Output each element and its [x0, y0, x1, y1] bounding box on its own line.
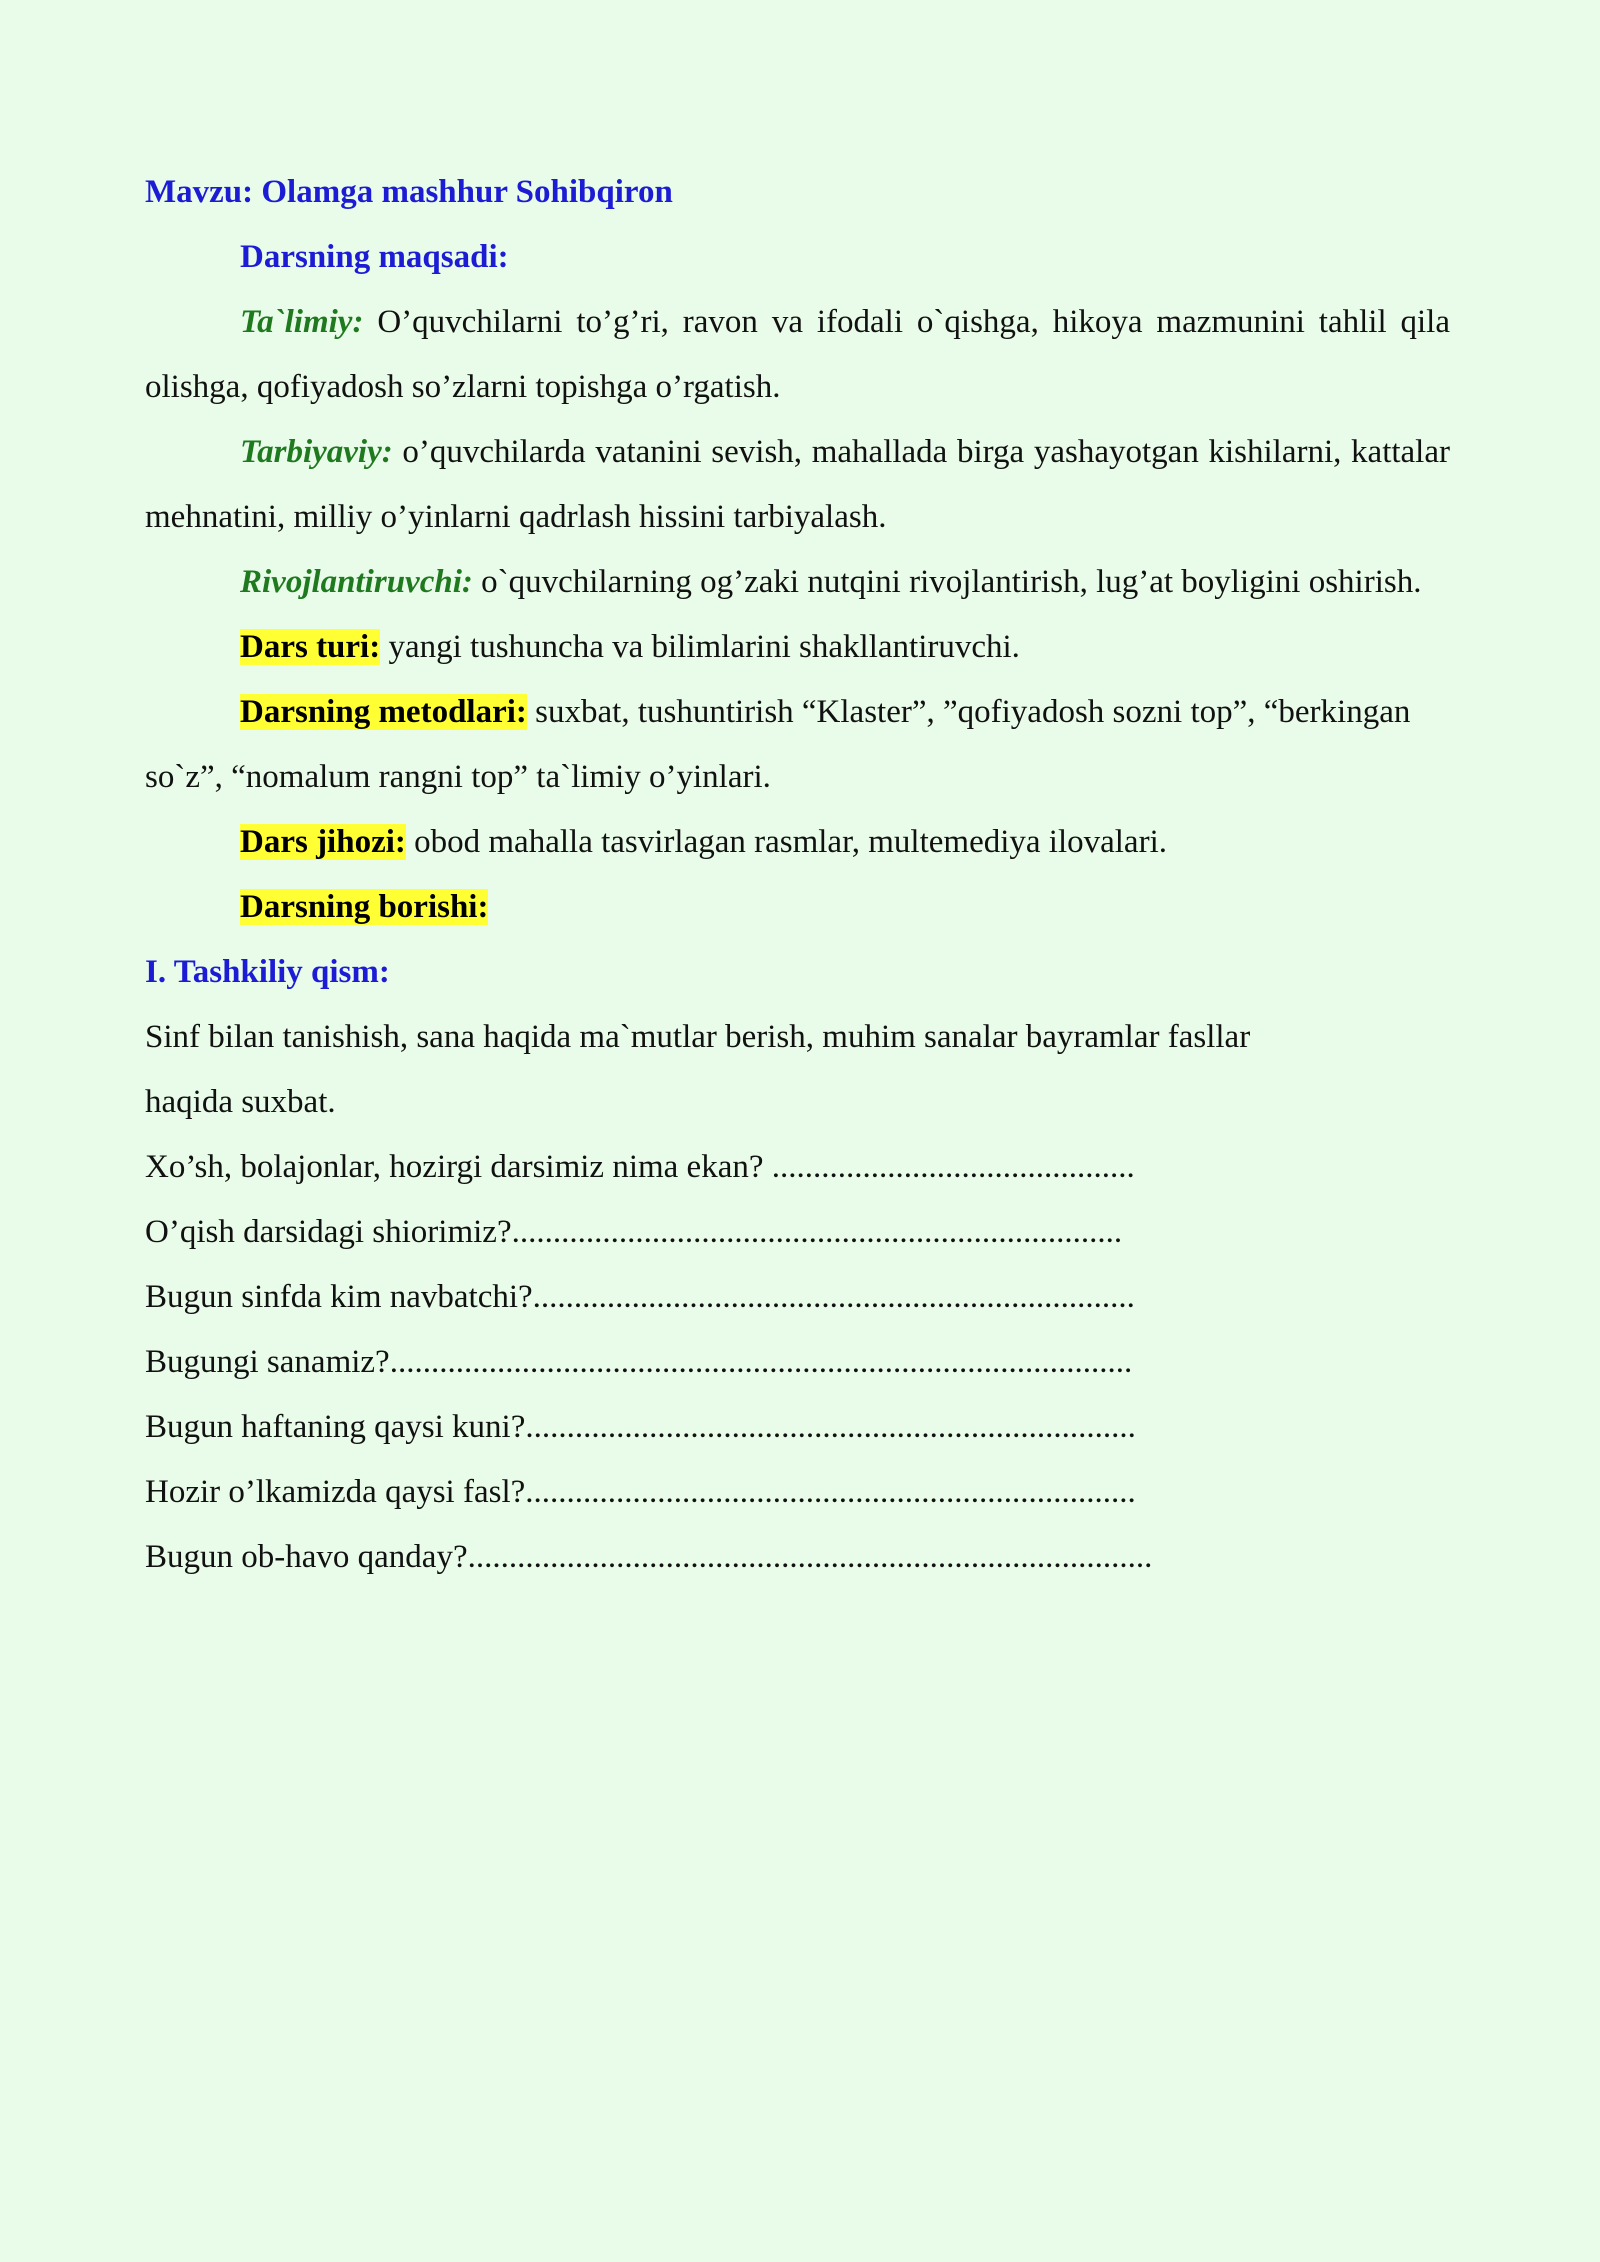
goal-text: o`quvchilarning og’zaki nutqini rivojlantirish, lug’at boyligini oshirish.	[472, 564, 1422, 600]
goal-tarbiyaviy	[145, 420, 1450, 550]
borishi-heading: Darsning borishi:	[240, 889, 489, 925]
dars-turi-label: Dars turi:	[240, 629, 381, 665]
goal-label: Tarbiyaviy:	[240, 434, 393, 470]
goal-label: Rivojlantiruvchi:	[240, 564, 473, 600]
question-line: Bugun ob-havo qanday?...................................................................................	[145, 1539, 1153, 1575]
section1-intro-line-1: Sinf bilan tanishish, sana haqida ma`mutlar berish, muhim sanalar bayramlar fasllar	[145, 1019, 1251, 1055]
document-title: Mavzu: Olamga mashhur Sohibqiron	[145, 174, 673, 210]
dars-jihozi	[145, 810, 1450, 875]
jihozi-label: Dars jihozi:	[240, 824, 406, 860]
goals-heading: Darsning maqsadi:	[240, 239, 509, 275]
section1-heading: I. Tashkiliy qism:	[145, 954, 390, 990]
goal-text: O’quvchilarni to’g’ri, ravon va ifodali o`qishga, hikoya mazmunini tahlil qila olishga, qofiyadosh so’zlarni topishga o’rgatish.	[145, 304, 1450, 405]
question-line: Bugungi sanamiz?..........................................................................................	[145, 1344, 1133, 1380]
question-line: Xo’sh, bolajonlar, hozirgi darsimiz nima ekan? ............................................	[145, 1149, 1135, 1185]
question-line: Bugun haftaning qaysi kuni?..........................................................................	[145, 1409, 1136, 1445]
question-line: Bugun sinfda kim navbatchi?.........................................................................	[145, 1279, 1135, 1315]
dars-turi-text: yangi tushuncha va bilimlarini shakllantiruvchi.	[380, 629, 1020, 665]
goal-label: Ta`limiy:	[240, 304, 364, 340]
metodlar-text: suxbat, tushuntirish “Klaster”, ”qofiyadosh sozni top”, “berkingan so`z”, “nomalum rangni top” ta`limiy o’yinlari.	[145, 694, 1411, 795]
question-line: O’qish darsidagi shiorimiz?..........................................................................	[145, 1214, 1123, 1250]
document-page	[145, 160, 1450, 1590]
goal-text: o’quvchilarda vatanini sevish, mahallada birga yashayotgan kishilarni, kattalar mehnatini, milliy o’yinlarni qadrlash hissini tarbiyalash.	[145, 434, 1450, 535]
jihozi-text: obod mahalla tasvirlagan rasmlar, multemediya ilovalari.	[405, 824, 1167, 860]
section1-intro-line-2: haqida suxbat.	[145, 1084, 336, 1120]
dars-turi	[145, 615, 1450, 680]
question-line: Hozir o’lkamizda qaysi fasl?..........................................................................	[145, 1474, 1136, 1510]
goal-talimiy	[145, 290, 1450, 420]
goal-rivojlantiruvchi	[145, 550, 1450, 615]
borishi-heading-line	[145, 875, 1450, 940]
darsning-metodlari	[145, 680, 1450, 810]
metodlar-label: Darsning metodlari:	[240, 694, 527, 730]
